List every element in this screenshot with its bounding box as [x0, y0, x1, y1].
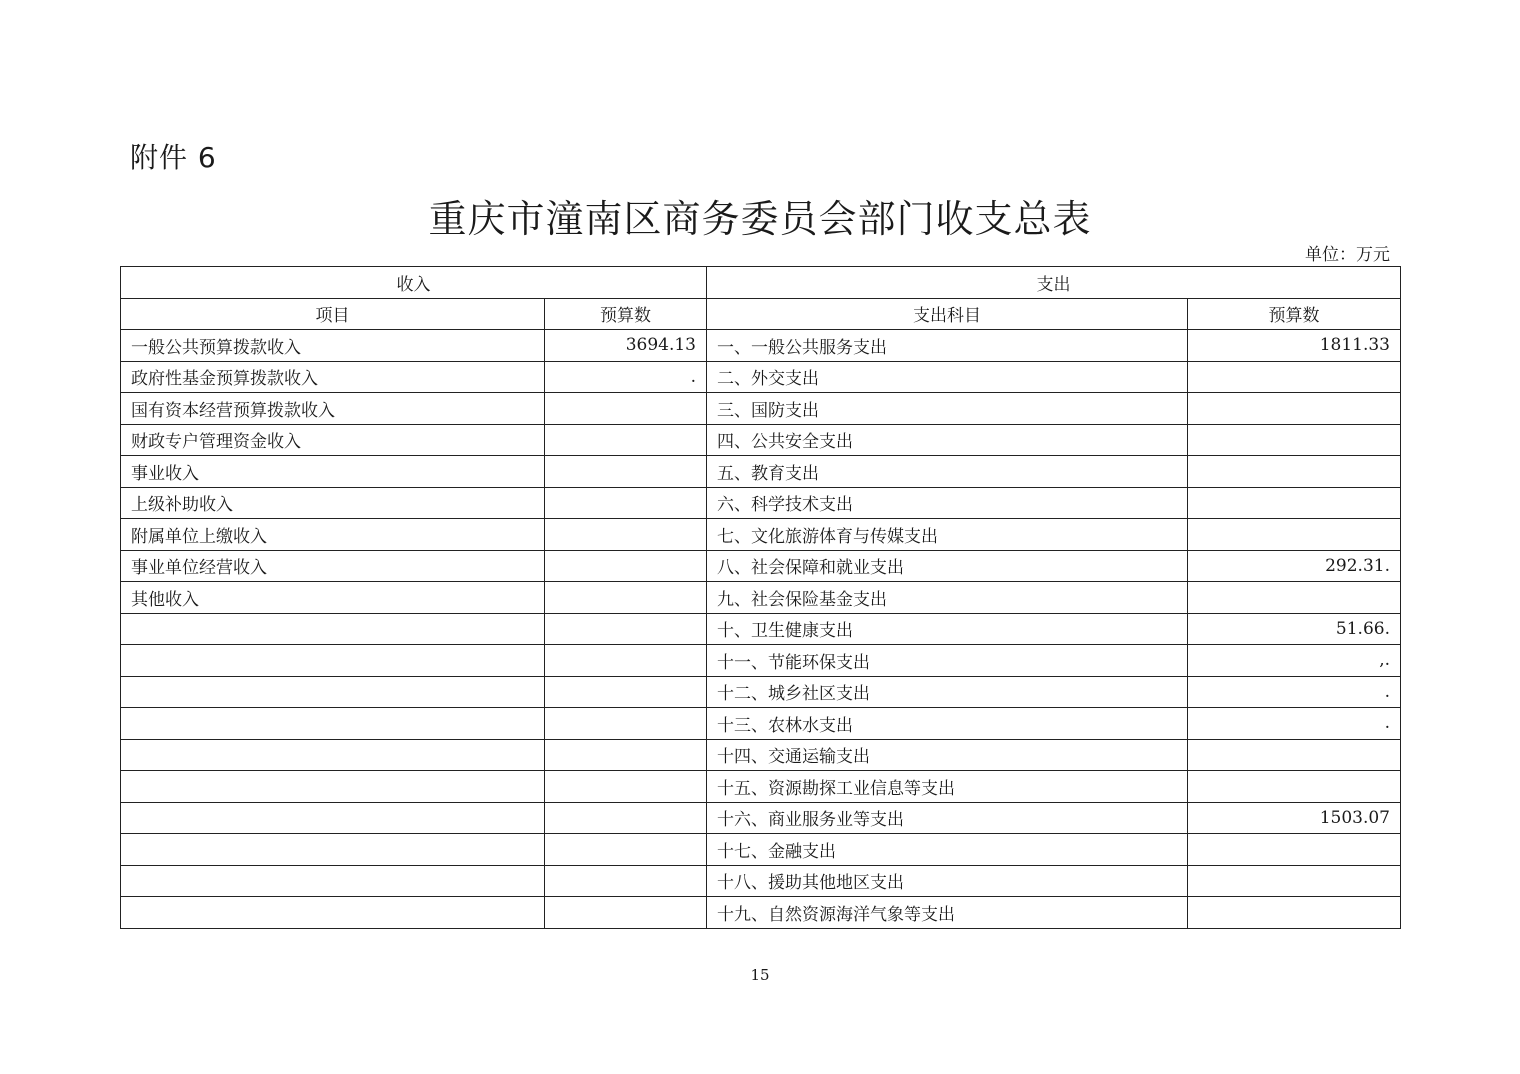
- expense-amount-cell: .: [1188, 708, 1401, 740]
- income-amount-cell: [545, 582, 707, 614]
- group-header-row: [121, 267, 1401, 299]
- expense-item-cell: 十六、商业服务业等支出: [707, 802, 1188, 834]
- table-row: [121, 487, 1401, 519]
- table-row: [121, 708, 1401, 740]
- income-amount-cell: [545, 393, 707, 425]
- expense-amount-cell: [1188, 771, 1401, 803]
- expense-item-cell: 十三、农林水支出: [707, 708, 1188, 740]
- expense-item-cell: 八、社会保障和就业支出: [707, 550, 1188, 582]
- expense-amount-cell: [1188, 393, 1401, 425]
- income-amount-cell: [545, 645, 707, 677]
- expense-amount-cell: [1188, 834, 1401, 866]
- table-row: [121, 771, 1401, 803]
- income-amount-cell: 3694.13: [545, 330, 707, 362]
- income-amount-cell: [545, 897, 707, 929]
- income-item-cell: [121, 834, 545, 866]
- income-item-cell: [121, 708, 545, 740]
- expense-amount-cell: 292.31.: [1188, 550, 1401, 582]
- expense-item-cell: 十二、城乡社区支出: [707, 676, 1188, 708]
- expense-item-cell: 十、卫生健康支出: [707, 613, 1188, 645]
- expense-item-cell: 十七、金融支出: [707, 834, 1188, 866]
- expense-amount-cell: .: [1188, 676, 1401, 708]
- expense-item-cell: 十四、交通运输支出: [707, 739, 1188, 771]
- table-row: [121, 424, 1401, 456]
- table-row: [121, 393, 1401, 425]
- income-item-cell: 一般公共预算拨款收入: [121, 330, 545, 362]
- income-group-header: 收入: [121, 267, 707, 299]
- table-row: [121, 676, 1401, 708]
- income-item-cell: 国有资本经营预算拨款收入: [121, 393, 545, 425]
- income-item-header: 项目: [121, 298, 545, 330]
- table-row: [121, 456, 1401, 488]
- income-amount-cell: [545, 802, 707, 834]
- income-item-cell: 事业收入: [121, 456, 545, 488]
- income-amount-cell: [545, 865, 707, 897]
- income-item-cell: [121, 897, 545, 929]
- income-amount-cell: [545, 676, 707, 708]
- income-amount-cell: [545, 613, 707, 645]
- income-amount-cell: [545, 424, 707, 456]
- income-amount-cell: [545, 550, 707, 582]
- income-amount-header: 预算数: [545, 298, 707, 330]
- income-item-cell: 附属单位上缴收入: [121, 519, 545, 551]
- expense-item-cell: 九、社会保险基金支出: [707, 582, 1188, 614]
- table-row: [121, 550, 1401, 582]
- expense-item-cell: 二、外交支出: [707, 361, 1188, 393]
- income-amount-cell: [545, 487, 707, 519]
- table-row: [121, 865, 1401, 897]
- column-header-row: [121, 298, 1401, 330]
- budget-table: [120, 266, 1401, 929]
- page-number: 15: [750, 966, 770, 984]
- expense-item-cell: 一、一般公共服务支出: [707, 330, 1188, 362]
- expense-item-cell: 四、公共安全支出: [707, 424, 1188, 456]
- unit-label: 单位：万元: [1305, 245, 1390, 265]
- expense-amount-cell: [1188, 361, 1401, 393]
- expense-item-cell: 十九、自然资源海洋气象等支出: [707, 897, 1188, 929]
- expense-item-cell: 三、国防支出: [707, 393, 1188, 425]
- income-amount-cell: [545, 519, 707, 551]
- expense-amount-cell: [1188, 739, 1401, 771]
- table-row: [121, 519, 1401, 551]
- table-row: [121, 834, 1401, 866]
- table-row: [121, 645, 1401, 677]
- income-item-cell: [121, 676, 545, 708]
- document-title: 重庆市潼南区商务委员会部门收支总表: [428, 197, 1092, 241]
- expense-item-cell: 五、教育支出: [707, 456, 1188, 488]
- expense-amount-header: 预算数: [1188, 298, 1401, 330]
- income-amount-cell: .: [545, 361, 707, 393]
- expense-item-cell: 十五、资源勘探工业信息等支出: [707, 771, 1188, 803]
- table-row: [121, 361, 1401, 393]
- income-item-cell: 上级补助收入: [121, 487, 545, 519]
- budget-table-body: [121, 330, 1401, 929]
- expense-amount-cell: [1188, 456, 1401, 488]
- table-row: [121, 897, 1401, 929]
- expense-amount-cell: 1503.07: [1188, 802, 1401, 834]
- income-amount-cell: [545, 739, 707, 771]
- income-item-cell: [121, 802, 545, 834]
- expense-amount-cell: [1188, 865, 1401, 897]
- expense-item-cell: 十八、援助其他地区支出: [707, 865, 1188, 897]
- income-item-cell: 事业单位经营收入: [121, 550, 545, 582]
- table-row: [121, 613, 1401, 645]
- table-row: [121, 802, 1401, 834]
- expense-amount-cell: [1188, 582, 1401, 614]
- income-amount-cell: [545, 834, 707, 866]
- expense-amount-cell: [1188, 897, 1401, 929]
- expense-amount-cell: [1188, 519, 1401, 551]
- income-amount-cell: [545, 708, 707, 740]
- expense-group-header: 支出: [707, 267, 1401, 299]
- expense-amount-cell: [1188, 424, 1401, 456]
- income-item-cell: [121, 771, 545, 803]
- income-item-cell: [121, 865, 545, 897]
- expense-item-cell: 七、文化旅游体育与传媒支出: [707, 519, 1188, 551]
- expense-amount-cell: 1811.33: [1188, 330, 1401, 362]
- income-item-cell: [121, 739, 545, 771]
- income-amount-cell: [545, 456, 707, 488]
- table-row: [121, 739, 1401, 771]
- table-row: [121, 330, 1401, 362]
- income-item-cell: 其他收入: [121, 582, 545, 614]
- income-item-cell: [121, 645, 545, 677]
- income-item-cell: 政府性基金预算拨款收入: [121, 361, 545, 393]
- expense-item-header: 支出科目: [707, 298, 1188, 330]
- income-item-cell: 财政专户管理资金收入: [121, 424, 545, 456]
- expense-amount-cell: [1188, 487, 1401, 519]
- expense-item-cell: 六、科学技术支出: [707, 487, 1188, 519]
- table-row: [121, 582, 1401, 614]
- expense-item-cell: 十一、节能环保支出: [707, 645, 1188, 677]
- income-amount-cell: [545, 771, 707, 803]
- income-item-cell: [121, 613, 545, 645]
- attachment-label: 附件 6: [130, 141, 217, 174]
- expense-amount-cell: 51.66.: [1188, 613, 1401, 645]
- expense-amount-cell: ,.: [1188, 645, 1401, 677]
